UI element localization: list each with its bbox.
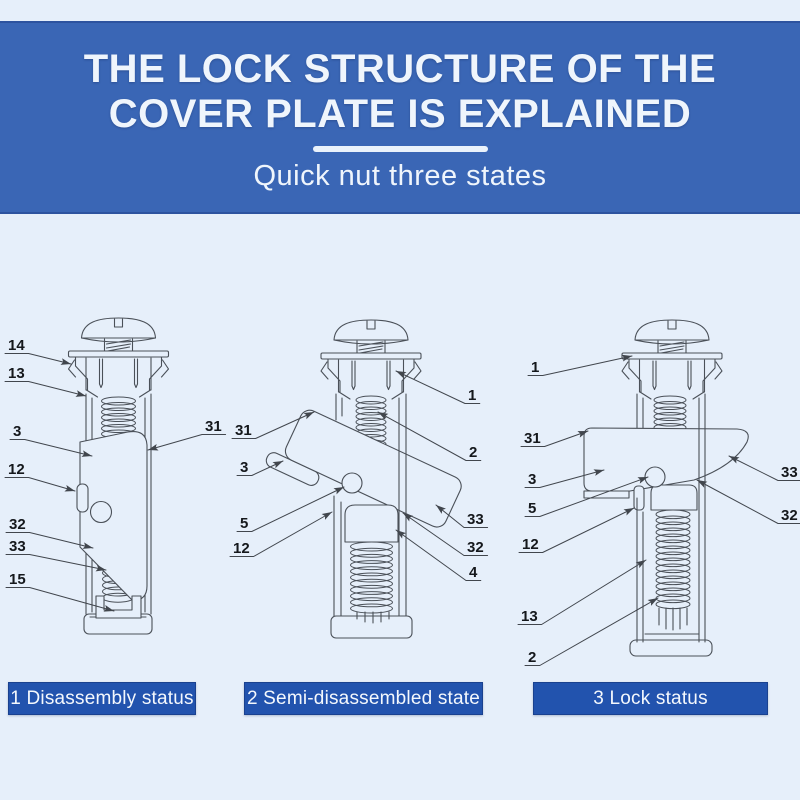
caption-semi-disassembled-state <box>244 682 483 715</box>
diagram-disassembly-status <box>5 318 226 634</box>
nut-block <box>651 485 697 510</box>
title-line-1: THE LOCK STRUCTURE OF THE <box>83 47 717 91</box>
svg-text:5: 5 <box>240 515 249 532</box>
threaded-rod-coil <box>656 510 690 609</box>
svg-text:12: 12 <box>233 540 250 557</box>
diagram-semi-disassembled-state <box>230 320 488 638</box>
bottom-cap <box>331 616 412 638</box>
latch-plate <box>80 432 147 601</box>
title-line-2: COVER PLATE IS EXPLAINED <box>108 92 692 136</box>
svg-text:33: 33 <box>781 464 798 481</box>
screw-head <box>69 318 169 397</box>
svg-text:1: 1 <box>468 387 477 404</box>
svg-text:15: 15 <box>9 571 26 588</box>
latch-plate-locked <box>584 428 748 491</box>
svg-text:31: 31 <box>205 418 222 435</box>
svg-text:2: 2 <box>528 649 537 666</box>
svg-text:33: 33 <box>467 511 484 528</box>
screw-head <box>321 320 421 399</box>
subtitle: Quick nut three states <box>253 160 547 192</box>
svg-text:2: 2 <box>469 444 478 461</box>
svg-text:13: 13 <box>8 365 25 382</box>
pivot-hole <box>342 473 362 493</box>
side-tab <box>634 486 644 510</box>
caption-label: 2 Semi-disassembled state <box>246 687 481 709</box>
caption-label: 1 Disassembly status <box>10 687 194 709</box>
svg-text:3: 3 <box>240 459 249 476</box>
svg-text:32: 32 <box>467 539 484 556</box>
pivot-hole <box>91 502 112 523</box>
svg-text:3: 3 <box>528 471 537 488</box>
upper-thread-coil <box>654 396 686 432</box>
bottom-cap <box>630 640 712 656</box>
screw-head <box>622 320 722 399</box>
diagram-lock-status <box>518 320 800 666</box>
caption-label: 3 Lock status <box>593 687 708 709</box>
svg-text:14: 14 <box>8 337 25 354</box>
caption-lock-status <box>533 682 768 715</box>
bottom-bracket <box>96 596 141 618</box>
svg-text:12: 12 <box>522 536 539 553</box>
svg-text:32: 32 <box>9 516 26 533</box>
svg-text:12: 12 <box>8 461 25 478</box>
threaded-rod-coil <box>351 542 393 613</box>
svg-text:3: 3 <box>13 423 22 440</box>
svg-text:32: 32 <box>781 507 798 524</box>
svg-text:31: 31 <box>524 430 541 447</box>
svg-text:1: 1 <box>531 359 540 376</box>
nut-block <box>345 505 398 542</box>
svg-text:4: 4 <box>469 564 478 581</box>
svg-text:33: 33 <box>9 538 26 555</box>
svg-text:5: 5 <box>528 500 537 517</box>
side-tab <box>77 484 88 512</box>
svg-text:13: 13 <box>521 608 538 625</box>
svg-text:31: 31 <box>235 422 252 439</box>
caption-disassembly-status <box>8 682 196 715</box>
